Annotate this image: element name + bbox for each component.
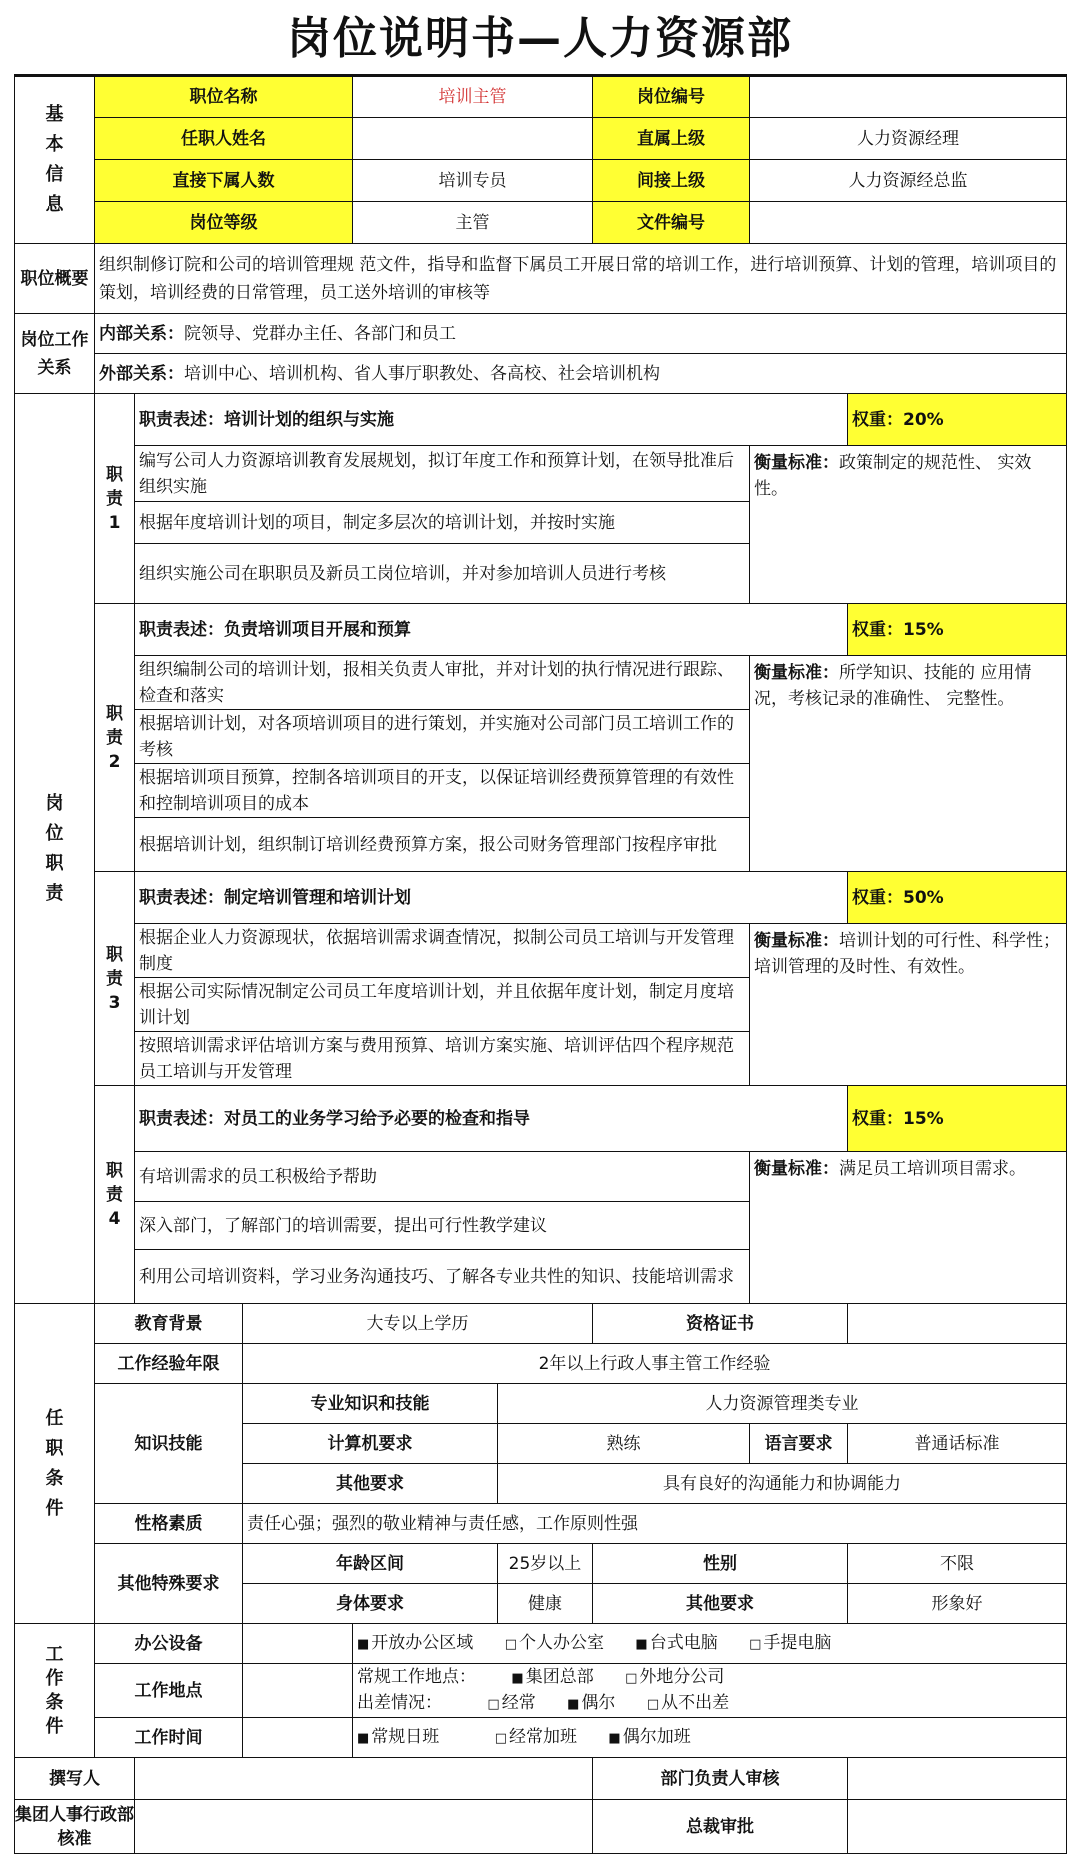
duty-4-weight: 权重：15% <box>848 1086 1067 1152</box>
location-spacer <box>243 1664 353 1718</box>
duty-3-task-3: 按照培训需求评估培训方案与费用预算、培训方案实施、培训评估四个程序规范员工培训与开发管理 <box>135 1032 750 1086</box>
equipment-option: ■ 台式电脑 <box>635 1632 718 1653</box>
certificate-label: 资格证书 <box>593 1304 848 1344</box>
section-label-basic-info: 基 本 信 息 <box>15 76 95 244</box>
computer-label: 计算机要求 <box>243 1424 498 1464</box>
doc-code-label: 文件编号 <box>593 202 750 244</box>
holder-name-value <box>353 118 593 160</box>
subordinates-value: 培训专员 <box>353 160 593 202</box>
regular-location-line: 常规工作地点： ■ 集团总部 □ 外地分公司 <box>357 1666 725 1687</box>
duty-2-task-3: 根据培训项目预算，控制各培训项目的开支，以保证培训经费预算管理的有效性和控制培训项目的成本 <box>135 764 750 818</box>
physical-label: 身体要求 <box>243 1584 498 1624</box>
language-label: 语言要求 <box>750 1424 848 1464</box>
external-relations <box>95 354 1067 394</box>
other-requirements-label: 其他要求 <box>243 1464 498 1504</box>
internal-relations-value: 院领导、党群办主任、各部门和员工 <box>184 323 456 344</box>
duty-2-description: 职责表述：负责培训项目开展和预算 <box>135 604 848 656</box>
job-description-table <box>14 74 1067 1854</box>
equipment-options <box>353 1624 1067 1664</box>
personality-value: 责任心强；强烈的敬业精神与责任感，工作原则性强 <box>243 1504 1067 1544</box>
section-label-qualifications: 任 职 条 件 <box>15 1304 95 1624</box>
direct-superior-value: 人力资源经理 <box>750 118 1067 160</box>
equipment-option: □ 手提电脑 <box>749 1632 832 1653</box>
travel-option: □ 从不出差 <box>646 1692 730 1713</box>
duty-3-description: 职责表述：制定培训管理和培训计划 <box>135 872 848 924</box>
travel-line: 出差情况： □ 经常 ■ 偶尔 □ 从不出差 <box>357 1692 730 1713</box>
grade-value: 主管 <box>353 202 593 244</box>
duty-3-weight: 权重：50% <box>848 872 1067 924</box>
education-label: 教育背景 <box>95 1304 243 1344</box>
duty-2-weight: 权重：15% <box>848 604 1067 656</box>
duty-4-task-1: 有培训需求的员工积极给予帮助 <box>135 1152 750 1202</box>
computer-value: 熟练 <box>498 1424 750 1464</box>
subordinates-label: 直接下属人数 <box>95 160 353 202</box>
indirect-superior-label: 间接上级 <box>593 160 750 202</box>
work-time-option: ■ 偶尔加班 <box>608 1726 691 1747</box>
duty-1-weight: 权重：20% <box>848 394 1067 446</box>
duty-3-task-2: 根据公司实际情况制定公司员工年度培训计划，并且依据年度计划，制定月度培训计划 <box>135 978 750 1032</box>
dept-review-value <box>848 1758 1067 1800</box>
duty-4-label: 职 责 4 <box>95 1086 135 1304</box>
holder-name-label: 任职人姓名 <box>95 118 353 160</box>
grade-label: 岗位等级 <box>95 202 353 244</box>
internal-relations-label: 内部关系： <box>99 323 184 344</box>
personality-label: 性格素质 <box>95 1504 243 1544</box>
duty-2-task-4: 根据培训计划，组织制订培训经费预算方案，报公司财务管理部门按程序审批 <box>135 818 750 872</box>
direct-superior-label: 直属上级 <box>593 118 750 160</box>
summary-text: 组织制修订院和公司的培训管理规 范文件，指导和监督下属员工开展日常的培训工作，进行培训预算、计划的管理，培训项目的策划，培训经费的日常管理，员工送外培训的审核等 <box>95 244 1067 314</box>
duty-1-description: 职责表述：培训计划的组织与实施 <box>135 394 848 446</box>
special-other-value: 形象好 <box>848 1584 1067 1624</box>
equipment-option: □ 个人办公室 <box>504 1632 604 1653</box>
work-time-options <box>353 1718 1067 1758</box>
equipment-option: ■ 开放办公区域 <box>357 1632 474 1653</box>
other-requirements-value: 具有良好的沟通能力和协调能力 <box>498 1464 1067 1504</box>
certificate-value <box>848 1304 1067 1344</box>
expertise-label: 专业知识和技能 <box>243 1384 498 1424</box>
duty-3-task-1: 根据企业人力资源现状，依据培训需求调查情况，拟制公司员工培训与开发管理制度 <box>135 924 750 978</box>
job-name-value: 培训主管 <box>353 76 593 118</box>
duty-2-measure: 衡量标准：所学知识、技能的 应用情况，考核记录的准确性、 完整性。 <box>750 656 1067 872</box>
duty-3-measure: 衡量标准：培训计划的可行性、科学性；培训管理的及时性、有效性。 <box>750 924 1067 1086</box>
special-requirements-label: 其他特殊要求 <box>95 1544 243 1624</box>
duty-1-measure: 衡量标准：政策制定的规范性、 实效性。 <box>750 446 1067 604</box>
section-label-duties: 岗 位 职 责 <box>15 394 95 1304</box>
work-time-option: □ 经常加班 <box>494 1726 577 1747</box>
special-other-label: 其他要求 <box>593 1584 848 1624</box>
job-code-label: 岗位编号 <box>593 76 750 118</box>
location-label: 工作地点 <box>95 1664 243 1718</box>
job-code-value <box>750 76 1067 118</box>
duty-4-task-2: 深入部门，了解部门的培训需要，提出可行性教学建议 <box>135 1202 750 1250</box>
duty-1-task-3: 组织实施公司在职职员及新员工岗位培训，并对参加培训人员进行考核 <box>135 544 750 604</box>
duty-2-label: 职 责 2 <box>95 604 135 872</box>
gender-label: 性别 <box>593 1544 848 1584</box>
hr-verify-label: 集团人事行政部 核准 <box>15 1800 135 1854</box>
location-option: ■ 集团总部 <box>511 1666 594 1687</box>
work-time-option: ■ 常规日班 <box>357 1726 440 1747</box>
doc-code-value <box>750 202 1067 244</box>
work-time-spacer <box>243 1718 353 1758</box>
relations-label: 岗位工作 关系 <box>15 314 95 394</box>
duty-4-task-3: 利用公司培训资料，学习业务沟通技巧、了解各专业共性的知识、技能培训需求 <box>135 1250 750 1304</box>
experience-label: 工作经验年限 <box>95 1344 243 1384</box>
work-time-label: 工作时间 <box>95 1718 243 1758</box>
duty-3-label: 职 责 3 <box>95 872 135 1086</box>
job-name-label: 职位名称 <box>95 76 353 118</box>
travel-option: □ 经常 <box>487 1692 536 1713</box>
education-value: 大专以上学历 <box>243 1304 593 1344</box>
section-label-conditions: 工 作 条 件 <box>15 1624 95 1758</box>
experience-value: 2年以上行政人事主管工作经验 <box>243 1344 1067 1384</box>
physical-value: 健康 <box>498 1584 593 1624</box>
dept-review-label: 部门负责人审核 <box>593 1758 848 1800</box>
equipment-label: 办公设备 <box>95 1624 243 1664</box>
duty-1-task-1: 编写公司人力资源培训教育发展规划，拟订年度工作和预算计划，在领导批准后组织实施 <box>135 446 750 502</box>
internal-relations <box>95 314 1067 354</box>
hr-verify-value <box>135 1800 593 1854</box>
duty-2-task-2: 根据培训计划，对各项培训项目的进行策划，并实施对公司部门员工培训工作的考核 <box>135 710 750 764</box>
gender-value: 不限 <box>848 1544 1067 1584</box>
age-label: 年龄区间 <box>243 1544 498 1584</box>
ceo-approval-label: 总裁审批 <box>593 1800 848 1854</box>
equipment-spacer <box>243 1624 353 1664</box>
skills-label: 知识技能 <box>95 1384 243 1504</box>
duty-2-task-1: 组织编制公司的培训计划，报相关负责人审批，并对计划的执行情况进行跟踪、检查和落实 <box>135 656 750 710</box>
summary-label: 职位概要 <box>15 244 95 314</box>
document-title: 岗位说明书—人力资源部 <box>287 13 793 64</box>
duty-4-description: 职责表述：对员工的业务学习给予必要的检查和指导 <box>135 1086 848 1152</box>
expertise-value: 人力资源管理类专业 <box>498 1384 1067 1424</box>
writer-value <box>135 1758 593 1800</box>
travel-option: ■ 偶尔 <box>567 1692 616 1713</box>
location-details <box>353 1664 1067 1718</box>
ceo-approval-value <box>848 1800 1067 1854</box>
duty-4-measure: 衡量标准：满足员工培训项目需求。 <box>750 1152 1067 1304</box>
indirect-superior-value: 人力资源经总监 <box>750 160 1067 202</box>
location-option: □ 外地分公司 <box>625 1666 725 1687</box>
external-relations-value: 培训中心、培训机构、省人事厅职教处、各高校、社会培训机构 <box>184 363 660 384</box>
duty-1-label: 职 责 1 <box>95 394 135 604</box>
language-value: 普通话标准 <box>848 1424 1067 1464</box>
writer-label: 撰写人 <box>15 1758 135 1800</box>
external-relations-label: 外部关系： <box>99 363 184 384</box>
age-value: 25岁以上 <box>498 1544 593 1584</box>
duty-1-task-2: 根据年度培训计划的项目，制定多层次的培训计划，并按时实施 <box>135 502 750 544</box>
